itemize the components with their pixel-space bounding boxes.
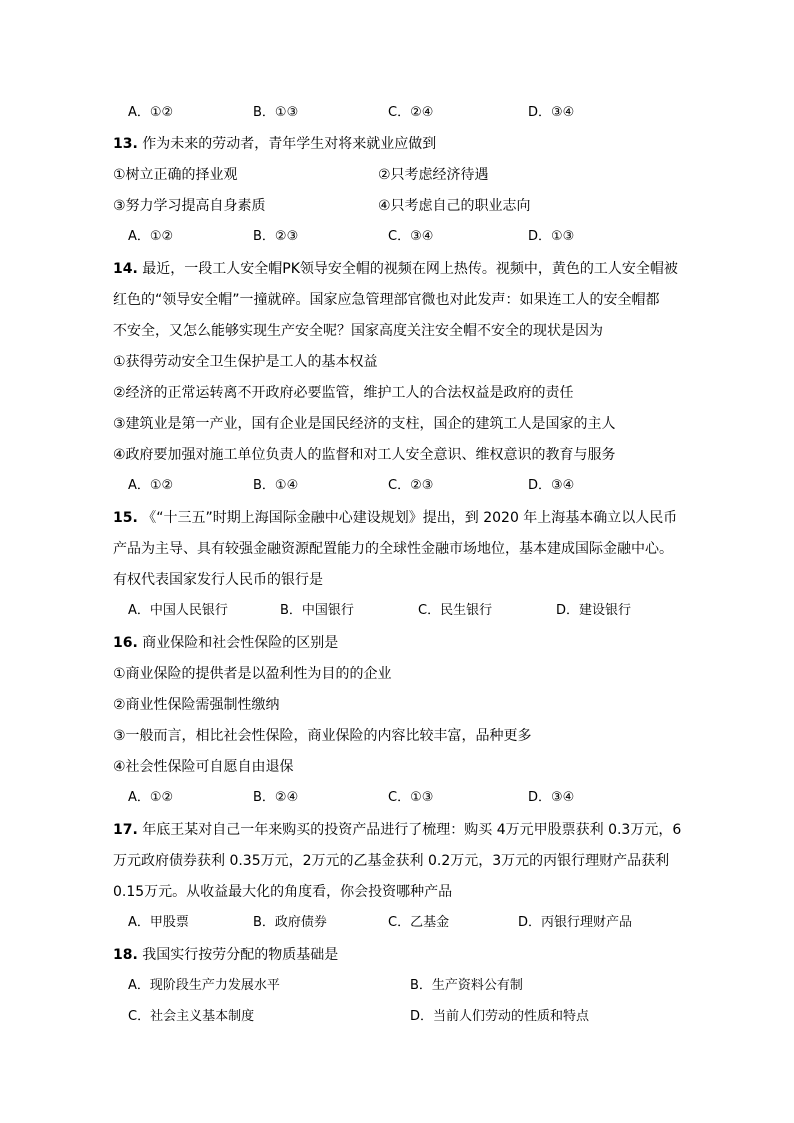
option-b: B．中国银行 — [280, 603, 354, 618]
option-c: C．民生银行 — [418, 603, 493, 618]
option-a: A．甲股票 — [128, 915, 189, 930]
question-text: 商业保险和社会性保险的区别是 — [142, 635, 339, 651]
question-text: 红色的“领导安全帽”一撞就碎。国家应急管理部官微也对此发声：如果连工人的安全帽都 — [113, 292, 660, 308]
question-number: 18. — [113, 947, 138, 963]
question-16-stem — [113, 633, 338, 653]
option-d: D．建设银行 — [556, 603, 632, 618]
option-d: D．③④ — [528, 105, 575, 120]
option-b: B．政府债券 — [253, 915, 327, 930]
choice-item: ④社会性保险可自愿自由退保 — [113, 759, 294, 775]
option-c: C．乙基金 — [388, 915, 450, 930]
option-b: B．②③ — [253, 229, 299, 244]
option-a: A．①② — [128, 478, 174, 493]
question-17-stem — [113, 820, 681, 840]
option-d: D．当前人们劳动的性质和特点 — [410, 1009, 590, 1024]
option-c: C．社会主义基本制度 — [128, 1009, 255, 1024]
option-d: D．③④ — [528, 790, 575, 805]
choice-item: ①树立正确的择业观 — [113, 167, 238, 183]
option-c: C．②④ — [388, 105, 434, 120]
option-a: A．①② — [128, 229, 174, 244]
question-text: 作为未来的劳动者，青年学生对将来就业应做到 — [142, 136, 437, 152]
choice-item: ③一般而言，相比社会性保险，商业保险的内容比较丰富，品种更多 — [113, 728, 532, 744]
option-b: B．生产资料公有制 — [410, 978, 523, 993]
choice-item: ③建筑业是第一产业，国有企业是国民经济的支柱，国企的建筑工人是国家的主人 — [113, 416, 616, 432]
choice-item: ②商业性保险需强制性缴纳 — [113, 697, 280, 713]
question-text: 有权代表国家发行人民币的银行是 — [113, 572, 323, 588]
option-a: A．①② — [128, 105, 174, 120]
option-c: C．②③ — [388, 478, 434, 493]
choice-item: ②经济的正常运转离不开政府必要监管，维护工人的合法权益是政府的责任 — [113, 385, 574, 401]
option-b: B．①③ — [253, 105, 299, 120]
question-text: 最近，一段工人安全帽PK领导安全帽的视频在网上热传。视频中，黄色的工人安全帽被 — [142, 261, 678, 277]
question-15-stem — [113, 508, 677, 528]
question-number: 17. — [113, 822, 138, 838]
question-text: 不安全，又怎么能够实现生产安全呢？国家高度关注安全帽不安全的现状是因为 — [113, 323, 603, 339]
question-text: 0.15万元。从收益最大化的角度看，你会投资哪种产品 — [113, 884, 453, 900]
question-text: 我国实行按劳分配的物质基础是 — [142, 947, 339, 963]
question-13-stem — [113, 134, 436, 154]
choice-item: ④政府要加强对施工单位负责人的监督和对工人安全意识、维权意识的教育与服务 — [113, 447, 616, 463]
option-a: A．①② — [128, 790, 174, 805]
question-text: 万元政府债券获利 0.35万元，2万元的乙基金获利 0.2万元，3万元的丙银行理财产品获利 — [113, 853, 670, 869]
question-number: 14. — [113, 261, 138, 277]
choice-item: ①商业保险的提供者是以盈利性为目的的企业 — [113, 666, 392, 682]
option-a: A．中国人民银行 — [128, 603, 228, 618]
option-b: B．①④ — [253, 478, 299, 493]
option-c: C．①③ — [388, 790, 434, 805]
choice-item: ②只考虑经济待遇 — [378, 167, 489, 183]
choice-item: ③努力学习提高自身素质 — [113, 198, 266, 214]
option-d: D．①③ — [528, 229, 575, 244]
question-18-stem — [113, 945, 338, 965]
question-text: 《“十三五”时期上海国际金融中心建设规划》提出，到 2020 年上海基本确立以人民币 — [142, 510, 678, 526]
question-text: 年底王某对自己一年来购买的投资产品进行了梳理：购买 4万元甲股票获利 0.3万元，6 — [142, 822, 682, 838]
option-d: D．③④ — [528, 478, 575, 493]
option-c: C．③④ — [388, 229, 434, 244]
question-14-stem — [113, 259, 678, 279]
question-text: 产品为主导、具有较强金融资源配置能力的全球性金融市场地位，基本建成国际金融中心。 — [113, 541, 673, 557]
question-number: 13. — [113, 136, 138, 152]
choice-item: ①获得劳动安全卫生保护是工人的基本权益 — [113, 354, 378, 370]
option-b: B．②④ — [253, 790, 299, 805]
option-a: A．现阶段生产力发展水平 — [128, 978, 280, 993]
question-number: 15. — [113, 510, 138, 526]
choice-item: ④只考虑自己的职业志向 — [378, 198, 531, 214]
option-d: D．丙银行理财产品 — [518, 915, 633, 930]
question-number: 16. — [113, 635, 138, 651]
